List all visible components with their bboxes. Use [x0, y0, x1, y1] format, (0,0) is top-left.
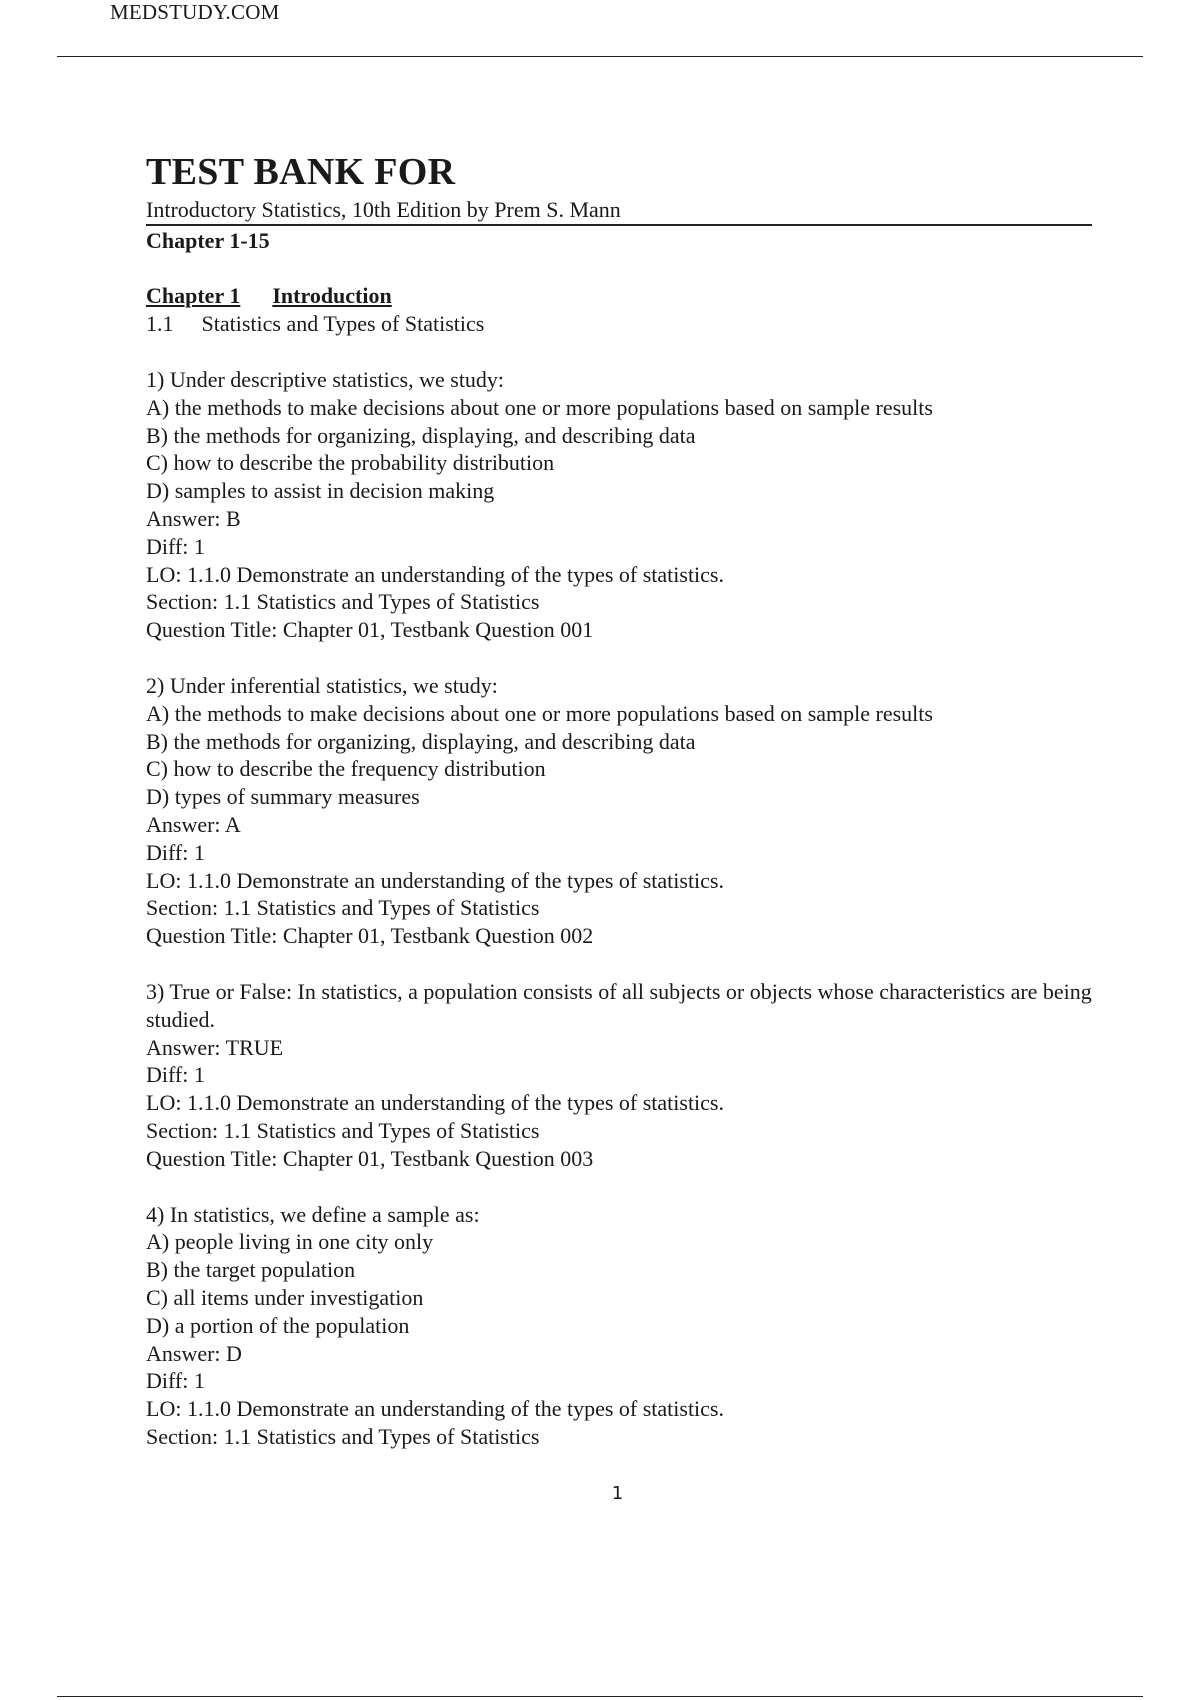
header-divider [57, 56, 1143, 57]
difficulty: Diff: 1 [146, 839, 205, 865]
question-stem: 3) True or False: In statistics, a population consists of all subjects or objects whose characteristics are being studied. [146, 978, 1092, 1032]
option-d: D) types of summary measures [146, 784, 420, 810]
option-c: C) how to describe the probability distribution [146, 450, 555, 476]
question-stem: 4) In statistics, we define a sample as: [146, 1201, 480, 1227]
chapter-label: Chapter 1 [146, 283, 241, 308]
option-a: A) people living in one city only [146, 1229, 434, 1255]
question-stem: 2) Under inferential statistics, we study: [146, 672, 498, 698]
section-number: 1.1 [146, 311, 174, 336]
question-title: Question Title: Chapter 01, Testbank Question 003 [146, 1145, 594, 1171]
question-section: Section: 1.1 Statistics and Types of Statistics [146, 1423, 540, 1449]
learning-objective: LO: 1.1.0 Demonstrate an understanding of the types of statistics. [146, 1396, 724, 1422]
question-4 [146, 1201, 1096, 1451]
option-b: B) the methods for organizing, displaying, and describing data [146, 422, 696, 448]
answer: Answer: D [146, 1340, 242, 1366]
answer: Answer: B [146, 505, 241, 531]
difficulty: Diff: 1 [146, 1062, 205, 1088]
question-1 [146, 366, 1096, 644]
question-section: Section: 1.1 Statistics and Types of Statistics [146, 589, 540, 615]
option-b: B) the target population [146, 1257, 356, 1283]
chapter-range: Chapter 1-15 [146, 228, 270, 253]
chapter-heading [146, 282, 1096, 310]
question-title: Question Title: Chapter 01, Testbank Question 002 [146, 923, 594, 949]
question-title: Question Title: Chapter 01, Testbank Question 001 [146, 617, 594, 643]
page-content [146, 150, 1096, 1451]
question-section: Section: 1.1 Statistics and Types of Statistics [146, 895, 540, 921]
answer: Answer: A [146, 811, 241, 837]
document-title: TEST BANK FOR [146, 151, 456, 193]
answer: Answer: TRUE [146, 1034, 284, 1060]
question-3 [146, 978, 1096, 1173]
page-number: 1 [611, 1483, 624, 1504]
difficulty: Diff: 1 [146, 533, 205, 559]
option-a: A) the methods to make decisions about one or more populations based on sample results [146, 394, 933, 420]
option-d: D) a portion of the population [146, 1312, 410, 1338]
footer-divider [57, 1696, 1143, 1697]
learning-objective: LO: 1.1.0 Demonstrate an understanding of the types of statistics. [146, 1090, 724, 1116]
section-name: Statistics and Types of Statistics [201, 311, 485, 336]
option-b: B) the methods for organizing, displaying, and describing data [146, 728, 696, 754]
site-header: MEDSTUDY.COM [110, 0, 280, 24]
option-d: D) samples to assist in decision making [146, 478, 495, 504]
option-a: A) the methods to make decisions about one or more populations based on sample results [146, 700, 933, 726]
learning-objective: LO: 1.1.0 Demonstrate an understanding of the types of statistics. [146, 561, 724, 587]
learning-objective: LO: 1.1.0 Demonstrate an understanding of the types of statistics. [146, 867, 724, 893]
question-2 [146, 672, 1096, 950]
question-section: Section: 1.1 Statistics and Types of Statistics [146, 1117, 540, 1143]
document-subtitle: Introductory Statistics, 10th Edition by Prem S. Mann [146, 197, 621, 222]
section-heading [146, 310, 1096, 338]
question-stem: 1) Under descriptive statistics, we study: [146, 367, 505, 392]
option-c: C) all items under investigation [146, 1284, 424, 1310]
chapter-name: Introduction [272, 283, 392, 308]
difficulty: Diff: 1 [146, 1368, 205, 1394]
option-c: C) how to describe the frequency distribution [146, 756, 546, 782]
